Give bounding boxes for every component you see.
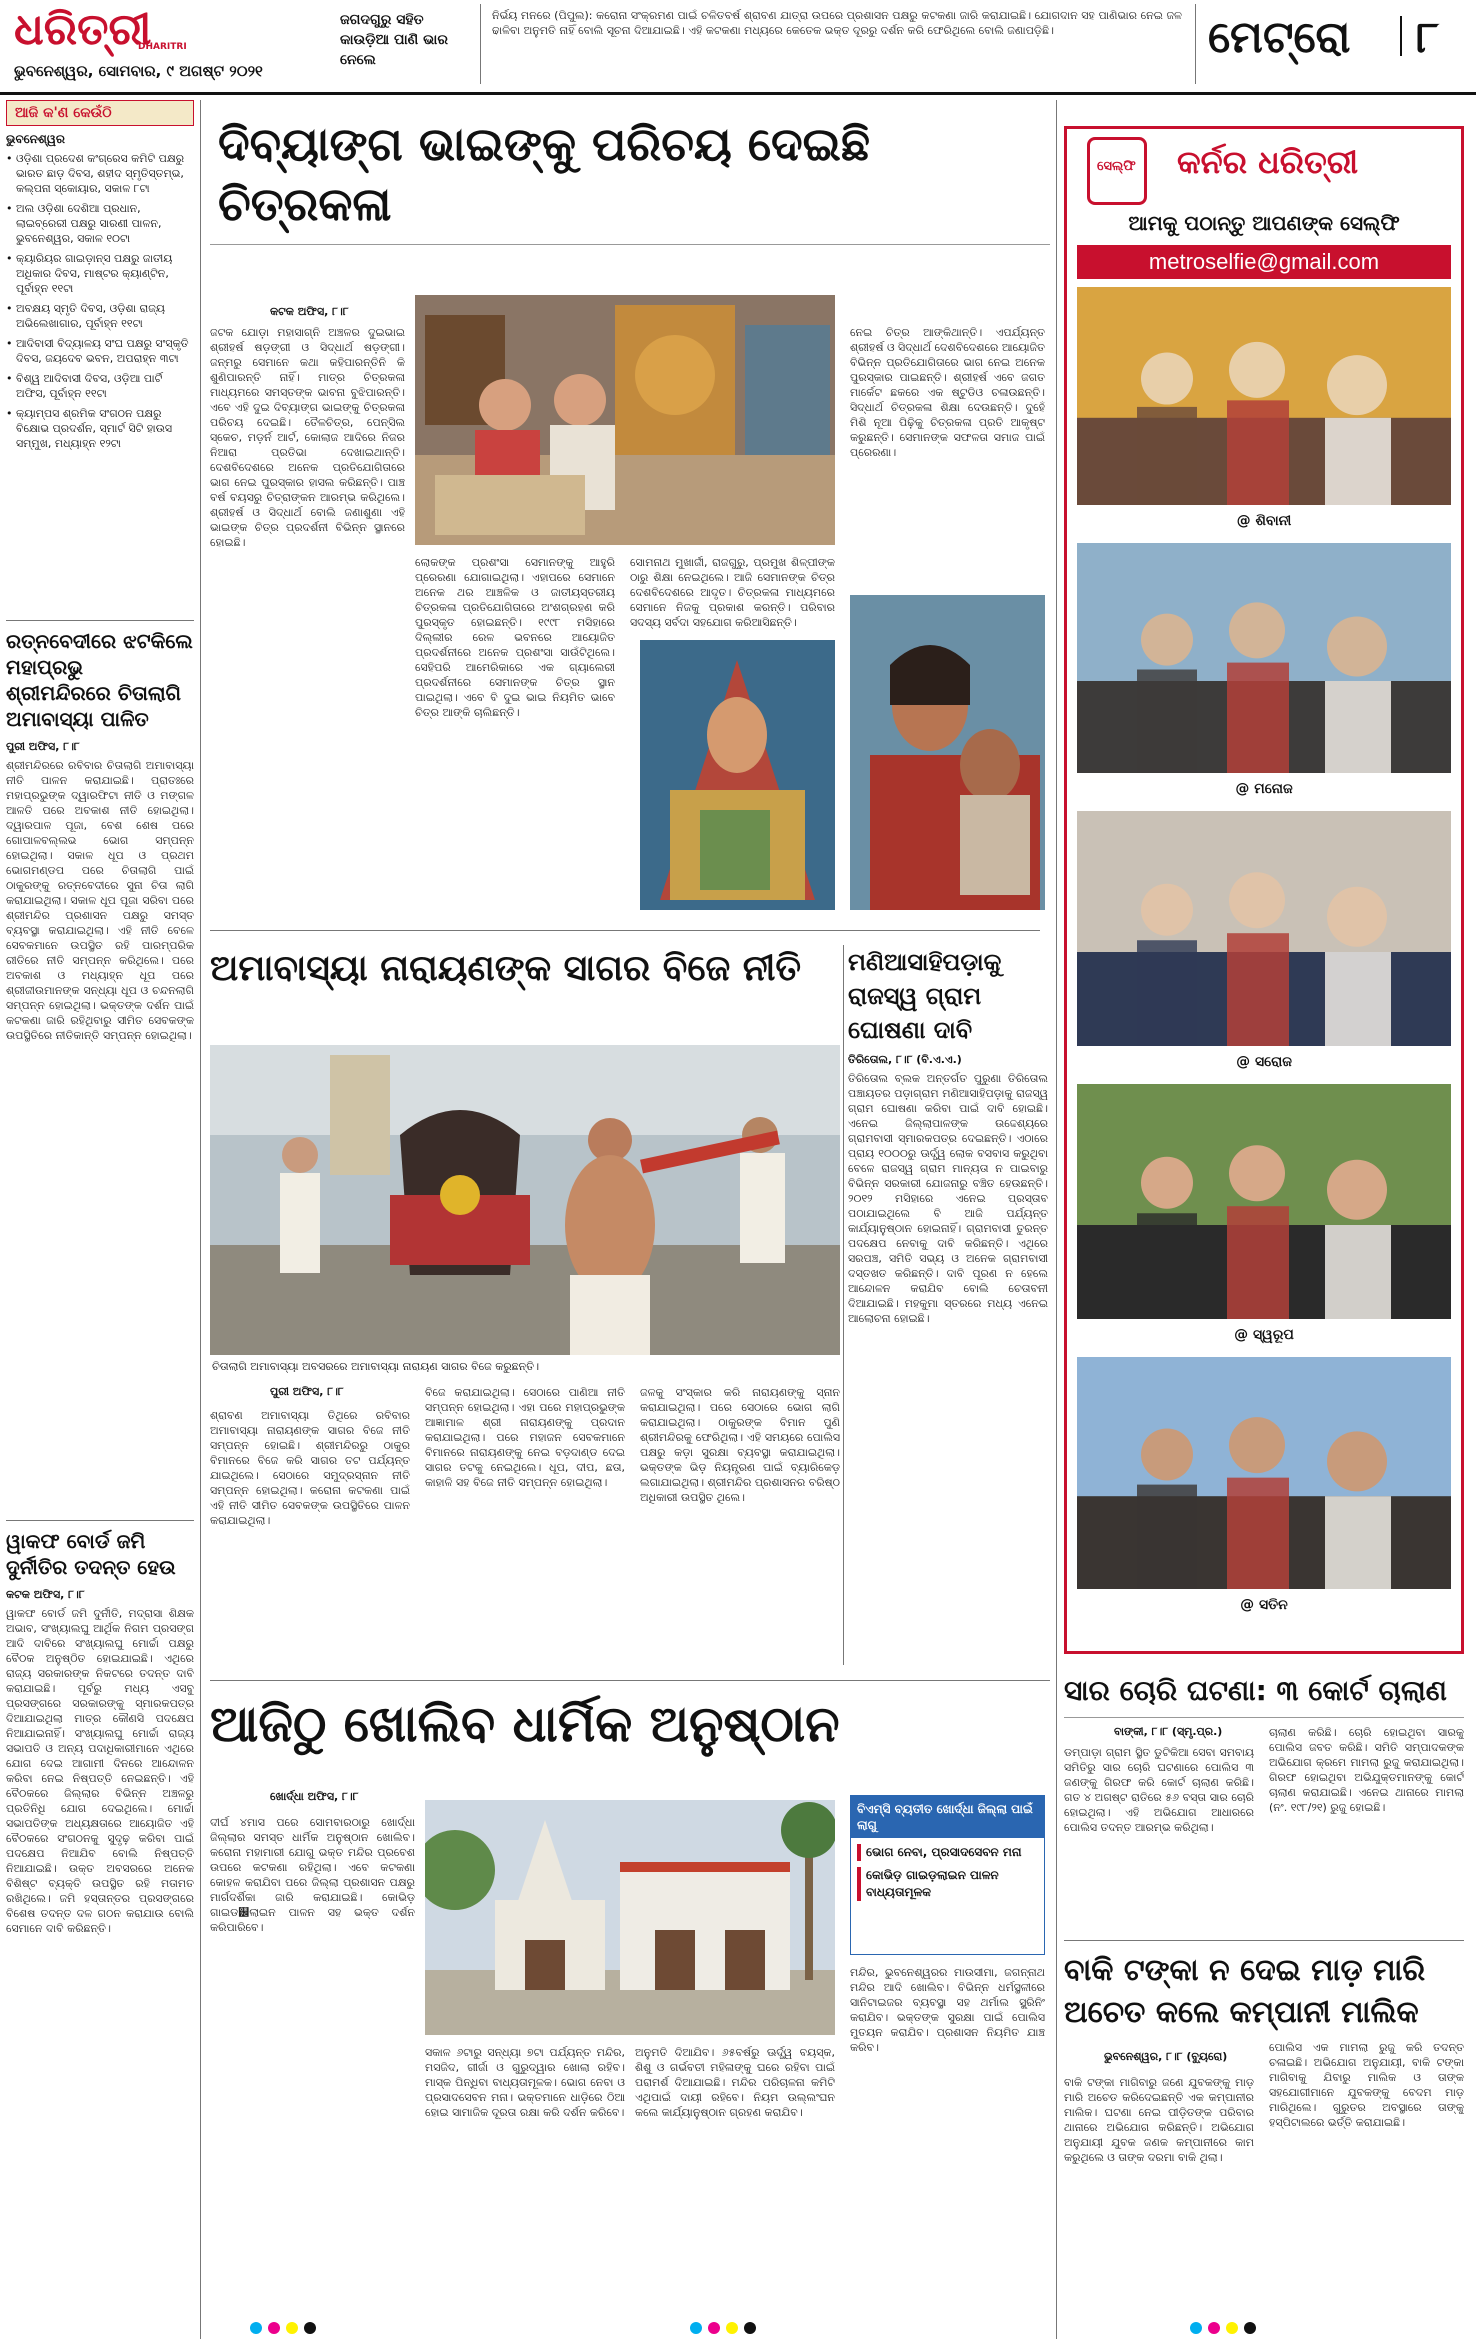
- sagar-photo: [210, 1045, 840, 1355]
- art-col2: ଲୋକଙ୍କ ପ୍ରଶଂସା ସେମାନଙ୍କୁ ଆହୁରି ପ୍ରେରଣା ଯୋଗାଇଥିଲା। ଏହାପରେ ସେମାନେ ଅନେକ ଥର ଆଞ୍ଚଳିକ ଓ ଜାତୀୟସ୍ତରୀୟ ଚିତ୍ରକଳା ପ୍ରତିଯୋଗିତାରେ ଅଂଶଗ୍ରହଣ କରି ପୁରସ୍କୃତ ହୋଇଛନ୍ତି। ୧୯୯୮ ମସିହାରେ ଦିଲ୍ଲୀର ରେଳ ଭବନରେ ଆୟୋଜିତ ପ୍ରଦର୍ଶନୀରେ ଅନେକ ପ୍ରଶଂସା ସାଉଁଟିଥିଲେ। ସେହିପରି ଆମେରିକାରେ ଏକ ଗ୍ୟାଲେରୀ ପ୍ରଦର୍ଶନୀରେ ସେମାନଙ୍କ ଚିତ୍ର ସ୍ଥାନ ପାଇଥିଲା। ଏବେ ବି ଦୁଇ ଭାଇ ନିୟମିତ ଭାବେ ଚିତ୍ର ଆଙ୍କି ଚାଲିଛନ୍ତି।: [415, 556, 615, 719]
- sagar-caption: ଚିତାଲାଗି ଅମାବାସ୍ୟା ଅବସରରେ ଅମାବାସ୍ୟା ନାରାୟଣ ସାଗର ବିଜେ କରୁଛନ୍ତି।: [212, 1360, 540, 1373]
- selfie-photo: [1077, 1084, 1451, 1343]
- chitalagi-byline: ପୁରୀ ଅଫିସ, ୮।୮: [6, 740, 80, 753]
- section-title: ମେଟ୍ରୋ: [1208, 12, 1351, 63]
- page-number: ୮: [1416, 12, 1439, 63]
- bakhi-headline: ବାକି ଟଙ୍କା ନ ଦେଇ ମାଡ଼ ମାରି ଅଚେତ କଲେ କମ୍ପାନୀ ମାଲିକ: [1064, 1953, 1426, 2030]
- story-chitalagi: [6, 620, 194, 1493]
- selfie-caption: @ ସରୋଜ: [1236, 1054, 1292, 1070]
- dharmik-col3: ଅନୁମତି ଦିଆଯିବ। ୬୫ବର୍ଷରୁ ଊର୍ଦ୍ଧ୍ୱ ବୟସ୍କ, ଶିଶୁ ଓ ଗର୍ଭବତୀ ମହିଳାଙ୍କୁ ଘରେ ରହିବା ପାଇଁ ପରାମର୍ଶ ଦିଆଯାଇଛି। ମନ୍ଦିର ପରିଚାଳନା କମିଟି ଏଥିପାଇଁ ଦାୟୀ ରହିବେ। ନିୟମ ଉଲ୍ଲଂଘନ କଲେ କାର୍ଯ୍ୟାନୁଷ୍ଠାନ ଗ୍ରହଣ କରାଯିବ।: [635, 2046, 835, 2119]
- event-item: • ଓଡ଼ିଶା ପ୍ରଦେଶ କଂଗ୍ରେସ କମିଟି ପକ୍ଷରୁ ଭାରତ ଛାଡ଼ ଦିବସ, ଶହୀଦ ସ୍ମୃତିସ୍ତମ୍ଭ, କଲ୍ପନା ସ୍କୋୟାର, ସକାଳ ୮ଟା: [6, 152, 185, 195]
- event-item: • ଆଦିବାସୀ ବିଦ୍ୟାଳୟ ସଂଘ ପକ୍ଷରୁ ସଂସ୍କୃତି ଦିବସ, ଜୟଦେବ ଭବନ, ଅପରାହ୍ନ ୩ଟା: [6, 337, 189, 365]
- dharmik-col2: ସକାଳ ୬ଟାରୁ ସନ୍ଧ୍ୟା ୭ଟା ପର୍ଯ୍ୟନ୍ତ ମନ୍ଦିର, ମସଜିଦ, ଗୀର୍ଜା ଓ ଗୁରୁଦ୍ୱାର ଖୋଲା ରହିବ। ମାସ୍କ ପିନ୍ଧିବା ବାଧ୍ୟତାମୂଳକ। ଭୋଗ ନେବା ଓ ପ୍ରସାଦସେବନ ମନା। ଭକ୍ତମାନେ ଧାଡ଼ିରେ ଠିଆ ହୋଇ ସାମାଜିକ ଦୂରତା ରକ୍ଷା କରି ଦର୍ଶନ କରିବେ।: [425, 2046, 625, 2119]
- waqf-headline: ୱାକଫ ବୋର୍ଡ ଜମି ଦୁର୍ନୀତିର ତଦନ୍ତ ହେଉ: [6, 1529, 176, 1579]
- dharmik-photo: [425, 1800, 835, 2035]
- print-marks: [0, 2320, 1476, 2339]
- gram-body: ତିରିତୋଲ ବ୍ଲକ ଅନ୍ତର୍ଗତ ପୁରୁଣା ତିରିତୋଲ ପଞ୍ଚାୟତର ପଡ଼ାଗ୍ରାମ ମଣିଆସାହିପଡ଼ାକୁ ରାଜସ୍ୱ ଗ୍ରାମ ଘୋଷଣା କରିବା ପାଇଁ ଦାବି ହୋଇଛି। ଏନେଇ ଜିଲ୍ଲାପାଳଙ୍କ ଉଦ୍ଦେଶ୍ୟରେ ଗ୍ରାମବାସୀ ସ୍ମାରକପତ୍ର ଦେଇଛନ୍ତି। ଏଠାରେ ପ୍ରାୟ ୧୦୦୦ରୁ ଊର୍ଦ୍ଧ୍ୱ ଲୋକ ବସବାସ କରୁଥିବା ବେଳେ ରାଜସ୍ୱ ଗ୍ରାମ ମାନ୍ୟତା ନ ପାଇବାରୁ ବିଭିନ୍ନ ସରକାରୀ ଯୋଜନାରୁ ବଞ୍ଚିତ ହେଉଛନ୍ତି। ୨୦୧୨ ମସିହାରେ ଏନେଇ ପ୍ରସ୍ତାବ ପଠାଯାଇଥିଲେ ବି ଆଜି ପର୍ଯ୍ୟନ୍ତ କାର୍ଯ୍ୟାନୁଷ୍ଠାନ ହୋଇନାହିଁ। ଗ୍ରାମବାସୀ ତୁରନ୍ତ ପଦକ୍ଷେପ ନେବାକୁ ଦାବି କରିଛନ୍ତି। ଏଥିରେ ସରପଞ୍ଚ, ସମିତି ସଭ୍ୟ ଓ ଅନେକ ଗ୍ରାମବାସୀ ଦସ୍ତଖତ କରିଛନ୍ତି। ଦାବି ପୂରଣ ନ ହେଲେ ଆନ୍ଦୋଳନ କରାଯିବ ବୋଲି ଚେତାବନୀ ଦିଆଯାଇଛି। ମହକୁମା ସ୍ତରରେ ମଧ୍ୟ ଏନେଇ ଆଲୋଚନା ହୋଇଛି।: [848, 1072, 1048, 1325]
- story-art: [210, 100, 1050, 920]
- dharmik-headline: ଆଜିଠୁ ଖୋଲିବ ଧାର୍ମିକ ଅନୁଷ୍ଠାନ: [210, 1695, 840, 1753]
- logo-text: ଧରିତ୍ରୀ: [14, 4, 152, 55]
- logo: [14, 6, 314, 54]
- art-col3: ସୋମନାଥ ମୁଖାର୍ଜୀ, ରାଜଗୁରୁ, ପ୍ରମୁଖ ଶିଳ୍ପୀଙ୍କ ଠାରୁ ଶିକ୍ଷା ନେଇଥିଲେ। ଆଜି ସେମାନଙ୍କ ଚିତ୍ର ଦେଶବିଦେଶରେ ଆଦୃତ। ଚିତ୍ରକଳା ମାଧ୍ୟମରେ ସେମାନେ ନିଜକୁ ପ୍ରକାଶ କରନ୍ତି। ପରିବାର ସଦସ୍ୟ ସର୍ବଦା ସହଯୋଗ କରିଆସିଛନ୍ତି।: [630, 556, 835, 629]
- info-box-title: ବିଏମ୍‌ସି ବ୍ୟତୀତ ଖୋର୍ଦ୍ଧା ଜିଲ୍ଲା ପାଇଁ ଲାଗୁ: [851, 1796, 1044, 1838]
- event-item: • ଅଲ ଓଡ଼ିଶା ଦେଶିଆ ପ୍ରଧାନ, ଲାଇବ୍ରେରୀ ପକ୍ଷରୁ ସାରଣୀ ପାଳନ, ଭୁବନେଶ୍ୱର, ସକାଳ ୧୦ଟା: [6, 202, 162, 245]
- chitalagi-headline: ରତ୍ନବେଦୀରେ ଝଟକିଲେ ମହାପ୍ରଭୁ ଶ୍ରୀମନ୍ଦିରରେ ଚିତାଲାଗି ଅମାବାସ୍ୟା ପାଳିତ: [6, 629, 193, 731]
- sagar-col2: ବିଜେ କରାଯାଇଥିଲା। ସେଠାରେ ପାଣିଆ ନୀତି ସମ୍ପନ୍ନ ହୋଇଥିଲା। ଏହା ପରେ ମହାପ୍ରଭୁଙ୍କ ଆଜ୍ଞାମାଳ ଶ୍ରୀ ନାରାୟଣଙ୍କୁ ପ୍ରଦାନ କରାଯାଇଥିଲା। ପରେ ମହାଜନ ସେବକମାନେ ବିମାନରେ ନାରାୟଣଙ୍କୁ ନେଇ ବଡ଼ଦାଣ୍ଡ ଦେଇ ସାଗର ତଟକୁ ନେଇଥିଲେ। ଧୂପ, ଦୀପ, ଛତା, କାହାଳି ସହ ବିଜେ ନୀତି ସମ୍ପନ୍ନ ହୋଇଥିଲା।: [425, 1386, 625, 1489]
- info-box-items: [851, 1838, 1044, 1913]
- story-dharmik: [210, 1680, 1050, 2330]
- selfie-header: [1067, 129, 1461, 209]
- sar-byline: ବାଙ୍କୀ, ୮।୮ (ସ୍ମୃ.ପ୍ର.): [1114, 1725, 1223, 1738]
- selfie-email[interactable]: metroselfie@gmail.com: [1077, 245, 1451, 279]
- event-item: • କ୍ୟାରିୟର ଗାଇଡ଼ାନ୍ସ ପକ୍ଷରୁ ଜାତୀୟ ଅଧିକାର ଦିବସ, ମାଷ୍ଟର କ୍ୟାଣ୍ଟିନ, ପୂର୍ବାହ୍ନ ୧୧ଟା: [6, 252, 173, 295]
- selfie-photos: [1077, 287, 1451, 1627]
- sagar-byline: ପୁରୀ ଅଫିସ, ୮।୮: [270, 1385, 344, 1398]
- sagar-col1: ଶ୍ରାବଣ ଅମାବାସ୍ୟା ତିଥିରେ ରବିବାର ଅମାବାସ୍ୟା ନାରାୟଣଙ୍କ ସାଗର ବିଜେ ନୀତି ସମ୍ପନ୍ନ ହୋଇଛି। ଶ୍ରୀମନ୍ଦିରରୁ ଠାକୁର ବିମାନରେ ବିଜେ କରି ସାଗର ତଟ ପର୍ଯ୍ୟନ୍ତ ଯାଇଥିଲେ। ସେଠାରେ ସମୁଦ୍ରସ୍ନାନ ନୀତି ସମ୍ପନ୍ନ ହୋଇଥିଲା। କରୋନା କଟକଣା ପାଇଁ ଏହି ନୀତି ସୀମିତ ସେବକଙ୍କ ଉପସ୍ଥିତିରେ ପାଳନ କରାଯାଇଥିଲା।: [210, 1409, 410, 1527]
- gram-byline: ତିରିତୋଲ, ୮।୮ (ବି.ଏ.ଏ.): [848, 1053, 962, 1066]
- dharmik-col4: ମନ୍ଦିର, ଭୁବନେଶ୍ୱରର ମାଉସୀମା, ଜଗନ୍ନାଥ ମନ୍ଦିର ଆଦି ଖୋଲିବ। ବିଭିନ୍ନ ଧର୍ମସ୍ଥଳୀରେ ସାନିଟାଇଜର ବ୍ୟବସ୍ଥା ସହ ଥର୍ମାଲ ସ୍କ୍ରିନିଂ କରାଯିବ। ଭକ୍ତଙ୍କ ସୁରକ୍ଷା ପାଇଁ ପୋଲିସ ମୁତୟନ କରାଯିବ। ପ୍ରଶାସନ ନିୟମିତ ଯାଞ୍ଚ କରିବ।: [850, 1966, 1045, 2054]
- chitalagi-body: ଶ୍ରୀମନ୍ଦିରରେ ରବିବାର ଚିତାଲାଗି ଅମାବାସ୍ୟା ନୀତି ପାଳନ କରାଯାଇଛି। ପ୍ରାତଃରେ ମହାପ୍ରଭୁଙ୍କ ଦ୍ୱାରଫିଟା ନୀତି ଓ ମଙ୍ଗଳ ଆଳତି ପରେ ଅବକାଶ ନୀତି ହୋଇଥିଲା। ଦ୍ୱାରପାଳ ପୂଜା, ବେଶ ଶେଷ ପରେ ଗୋପାଳବଲ୍ଲଭ ଭୋଗ ସମ୍ପନ୍ନ ହୋଇଥିଲା। ସକାଳ ଧୂପ ଓ ପ୍ରଥମ ଭୋଗମଣ୍ଡପ ପରେ ଚିତାଲାଗି ପାଇଁ ଠାକୁରଙ୍କୁ ରତ୍ନବେଦୀରେ ସୁନା ଚିତା ଲାଗି କରାଯାଇଥିଲା। ସକାଳ ଧୂପ ପୂଜା ସରିବା ପରେ ଶ୍ରୀମନ୍ଦିର ପ୍ରଶାସନ ପକ୍ଷରୁ ସମସ୍ତ ବ୍ୟବସ୍ଥା କରାଯାଇଥିଲା। ଏହି ନୀତି ବେଳେ ସେବକମାନେ ଉପସ୍ଥିତ ରହି ପାରମ୍ପରିକ ରୀତିରେ ନୀତି ସମ୍ପନ୍ନ କରିଥିଲେ। ପରେ ଅବକାଶ ଓ ମଧ୍ୟାହ୍ନ ଧୂପ ପରେ ଶ୍ରୀଜୀଉମାନଙ୍କ ସନ୍ଧ୍ୟା ଧୂପ ଓ ଚନ୍ଦନଲାଗି ସମ୍ପନ୍ନ ହୋଇଥିଲା। ଭକ୍ତଙ୍କ ଦର୍ଶନ ପାଇଁ କଟକଣା ଜାରି ରହିଥିବାରୁ ସୀମିତ ସେବକଙ୍କ ଉପସ୍ଥିତିରେ ନୀତିକାନ୍ତି ସମ୍ପନ୍ନ ହୋଇଥିଲା।: [6, 759, 194, 1042]
- story-bakhi: [1064, 1940, 1464, 2330]
- sar-col1: ଡମ୍ପାଡ଼ା ଗ୍ରାମ ସ୍ଥିତ ଡୁଟିକିଆ ସେବା ସମବାୟ ସମିତିରୁ ସାର ଚୋରି ଘଟଣାରେ ପୋଲିସ ୩ ଜଣଙ୍କୁ ଗିରଫ କରି କୋର୍ଟ ଚାଲାଣ କରିଛି। ଗତ ୪ ଅଗଷ୍ଟ ରାତିରେ ୫୬ ବସ୍ତା ସାର ଚୋରି ହୋଇଥିଲା। ଏହି ଅଭିଯୋଗ ଆଧାରରେ ପୋଲିସ ତଦନ୍ତ ଆରମ୍ଭ କରିଥିଲା।: [1064, 1746, 1254, 1834]
- story-waqf: [6, 1520, 194, 2339]
- dharmik-byline: ଖୋର୍ଦ୍ଧା ଅଫିସ, ୮।୮: [270, 1790, 359, 1803]
- info-box-item: ଭୋଗ ନେବା, ପ୍ରସାଦସେବନ ମନା: [857, 1844, 1038, 1861]
- sar-headline: ସାର ଚୋରି ଘଟଣା: ୩ କୋର୍ଟ ଚାଲାଣ: [1064, 1665, 1464, 1718]
- masthead: [0, 0, 1476, 90]
- event-item: • କ୍ୟାମ୍ପସ ଶ୍ରମିକ ସଂଗଠନ ପକ୍ଷରୁ ବିକ୍ଷୋଭ ପ୍ରଦର୍ଶନ, ସ୍ମାର୍ଟ ସିଟି ହାଉସ ସମ୍ମୁଖ, ମଧ୍ୟାହ୍ନ ୧୨ଟା: [6, 407, 173, 450]
- art-painting-mother-child: [850, 595, 1045, 910]
- art-photo-artists: [415, 295, 835, 545]
- logo-sub: DHARITRI: [138, 42, 187, 52]
- selfie-photo: [1077, 543, 1451, 797]
- info-box-item: କୋଭିଡ଼ ଗାଇଡ଼ଲାଇନ ପାଳନ ବାଧ୍ୟତାମୂଳକ: [857, 1867, 1038, 1901]
- event-item: • ବିଶ୍ୱ ଆଦିବାସୀ ଦିବସ, ଓଡ଼ିଆ ପାର୍ଟି ଅଫିସ, ପୂର୍ବାହ୍ନ ୧୧ଟା: [6, 372, 163, 400]
- teaser: ଜଗଦଗୁରୁ ସହିତ କାଉଡ଼ିଆ ପାଣି ଭାର ନେଲେ: [340, 12, 448, 68]
- selfie-photo: [1077, 1357, 1451, 1613]
- art-col4: ନେଇ ଚିତ୍ର ଆଙ୍କିଥାନ୍ତି। ଏପର୍ଯ୍ୟନ୍ତ ଶ୍ରୀହର୍ଷ ଓ ସିଦ୍ଧାର୍ଥ ଦେଶବିଦେଶରେ ଆୟୋଜିତ ବିଭିନ୍ନ ପ୍ରତିଯୋଗିତାରେ ଭାଗ ନେଇ ଅନେକ ପୁରସ୍କାର ପାଇଛନ୍ତି। ଶ୍ରୀହର୍ଷ ଏବେ ଜଗତ ମାର୍କେଟ ଛକରେ ଏକ ଷ୍ଟୁଡିଓ ଚଳାଉଛନ୍ତି। ସିଦ୍ଧାର୍ଥ ଚିତ୍ରକଳା ଶିକ୍ଷା ଦେଉଛନ୍ତି। ଦୁହେଁ ମିଶି ନୂଆ ପିଢ଼ିକୁ ଚିତ୍ରକଳା ପ୍ରତି ଆକୃଷ୍ଟ କରୁଛନ୍ତି। ସେମାନଙ୍କ ସଫଳତା ସମାଜ ପାଇଁ ପ୍ରେରଣା।: [850, 326, 1045, 459]
- selfie-caption: @ ମନୋଜ: [1235, 781, 1293, 797]
- bakhi-byline: ଭୁବନେଶ୍ୱର, ୮।୮ (ବ୍ୟୁରୋ): [1104, 2050, 1228, 2063]
- bakhi-col2: ପୋଲିସ ଏକ ମାମଲା ରୁଜୁ କରି ତଦନ୍ତ ଚଳାଇଛି। ଅଭିଯୋଗ ଅନୁଯାୟୀ, ବାକି ଟଙ୍କା ମାଗିବାକୁ ଯିବାରୁ ମାଲିକ ଓ ତାଙ୍କ ସହଯୋଗୀମାନେ ଯୁବକଙ୍କୁ ବେଦମ ମାଡ଼ ମାରିଥିଲେ। ଗୁରୁତର ଅବସ୍ଥାରେ ତାଙ୍କୁ ହସ୍ପିଟାଲରେ ଭର୍ତ୍ତି କରାଯାଇଛି।: [1269, 2041, 1464, 2129]
- sagar-col3: ଜଳକୁ ସଂସ୍କାର କରି ନାରାୟଣଙ୍କୁ ସ୍ନାନ କରାଯାଇଥିଲା। ପରେ ସେଠାରେ ଭୋଗ ଲାଗି କରାଯାଇଥିଲା। ଠାକୁରଙ୍କ ବିମାନ ପୁଣି ଶ୍ରୀମନ୍ଦିରକୁ ଫେରିଥିଲା। ଏହି ସମୟରେ ପୋଲିସ ପକ୍ଷରୁ କଡ଼ା ସୁରକ୍ଷା ବ୍ୟବସ୍ଥା କରାଯାଇଥିଲା। ଭକ୍ତଙ୍କ ଭିଡ଼ ନିୟନ୍ତ୍ରଣ ପାଇଁ ବ୍ୟାରିକେଡ଼ ଲଗାଯାଇଥିଲା। ଶ୍ରୀମନ୍ଦିର ପ୍ରଶାସନର ବରିଷ୍ଠ ଅଧିକାରୀ ଉପସ୍ଥିତ ଥିଲେ।: [640, 1386, 840, 1504]
- story-sar: [1064, 1665, 1464, 1935]
- events-title: ଆଜି କ'ଣ କେଉଁଠି: [6, 100, 194, 126]
- waqf-body: ୱାକଫ ବୋର୍ଡ ଜମି ଦୁର୍ନୀତି, ମଦ୍ରାସା ଶିକ୍ଷକ ଅଭାବ, ସଂଖ୍ୟାଲଘୁ ଆର୍ଥିକ ନିଗମ ପ୍ରସଙ୍ଗ ଆଦି ଦାବିରେ ସଂଖ୍ୟାଲଘୁ ମୋର୍ଚ୍ଚା ପକ୍ଷରୁ ବୈଠକ ଅନୁଷ୍ଠିତ ହୋଇଯାଇଛି। ଏଥିରେ ରାଜ୍ୟ ସରକାରଙ୍କ ନିକଟରେ ତଦନ୍ତ ଦାବି କରାଯାଇଛି। ପୂର୍ବରୁ ମଧ୍ୟ ଏସବୁ ପ୍ରସଙ୍ଗରେ ସରକାରଙ୍କୁ ସ୍ମାରକପତ୍ର ଦିଆଯାଇଥିଲା ମାତ୍ର କୌଣସି ପଦକ୍ଷେପ ନିଆଯାଇନାହିଁ। ସଂଖ୍ୟାଲଘୁ ମୋର୍ଚ୍ଚା ରାଜ୍ୟ ସଭାପତି ଓ ଅନ୍ୟ ପଦାଧିକାରୀମାନେ ଏଥିରେ ଯୋଗ ଦେଇ ଆଗାମୀ ଦିନରେ ଆନ୍ଦୋଳନ କରିବା ନେଇ ନିଷ୍ପତ୍ତି ନେଇଛନ୍ତି। ଏହି ବୈଠକରେ ଜିଲ୍ଲାର ବିଭିନ୍ନ ଅଞ୍ଚଳରୁ ପ୍ରତିନିଧି ଯୋଗ ଦେଇଥିଲେ। ମୋର୍ଚ୍ଚା ସଭାପତିଙ୍କ ଅଧ୍ୟକ୍ଷତାରେ ଆୟୋଜିତ ଏହି ବୈଠକରେ ସଂଗଠନକୁ ସୁଦୃଢ଼ କରିବା ପାଇଁ ପଦକ୍ଷେପ ନିଆଯିବ ବୋଲି ନିଷ୍ପତ୍ତି ନିଆଯାଇଛି। ଉକ୍ତ ଅବସରରେ ଅନେକ ବିଶିଷ୍ଟ ବ୍ୟକ୍ତି ଉପସ୍ଥିତ ରହି ମତାମତ ରଖିଥିଲେ। ଜମି ହସ୍ତାନ୍ତର ପ୍ରସଙ୍ଗରେ ବିଶେଷ ତଦନ୍ତ ଦଳ ଗଠନ କରାଯାଉ ବୋଲି ସେମାନେ ଦାବି କରିଛନ୍ତି।: [6, 1607, 194, 1935]
- event-item: • ଅବକ୍ଷୟ ସ୍ମୃତି ଦିବସ, ଓଡ଼ିଶା ରାଜ୍ୟ ଅଭିଲେଖାଗାର, ପୂର୍ବାହ୍ନ ୧୧ଟା: [6, 302, 165, 330]
- selfie-photo: [1077, 287, 1451, 529]
- selfie-photo: [1077, 811, 1451, 1070]
- sar-col2: ଚାଲାଣ କରିଛି। ଚୋରି ହୋଇଥିବା ସାରକୁ ପୋଲିସ ଜବତ କରିଛି। ସମିତି ସମ୍ପାଦକଙ୍କ ଅଭିଯୋଗ କ୍ରମେ ମାମଲା ରୁଜୁ କରାଯାଇଥିଲା। ଗିରଫ ହୋଇଥିବା ଅଭିଯୁକ୍ତମାନଙ୍କୁ କୋର୍ଟ ଚାଲାଣ କରାଯାଇଛି। ଏନେଇ ଥାନାରେ ମାମଲା (ନଂ. ୧୯୮/୨୧) ରୁଜୁ ହୋଇଛି।: [1269, 1726, 1464, 1814]
- art-col1: ଜଟକ ଯୋଡ଼ା ମହାସାଗ୍ନି ଅଞ୍ଚଳର ଦୁଇଭାଇ ଶ୍ରୀହର୍ଷ ଷଡ଼ଙ୍ଗୀ ଓ ସିଦ୍ଧାର୍ଥ ଷଡ଼ଙ୍ଗୀ। ଜନ୍ମରୁ ସେମାନେ କଥା କହିପାରନ୍ତିନି କି ଶୁଣିପାରନ୍ତି ନାହିଁ। ମାତ୍ର ଚିତ୍ରକଳା ମାଧ୍ୟମରେ ସମସ୍ତଙ୍କ ଭାବନା ବୁଝିପାରନ୍ତି। ଏବେ ଏହି ଦୁଇ ଦିବ୍ୟାଙ୍ଗ ଭାଇଙ୍କୁ ଚିତ୍ରକଳା ପରିଚୟ ଦେଇଛି। ତୈଳଚିତ୍ର, ପେନ୍ସିଲ ସ୍କେଚ, ମଡ଼ର୍ନ ଆର୍ଟ, କୋଲାଜ ଆଦିରେ ନିଜର ନିଆରା ପ୍ରତିଭା ଦେଖାଇଥାନ୍ତି। ଦେଶବିଦେଶରେ ଅନେକ ପ୍ରତିଯୋଗିତାରେ ଭାଗ ନେଇ ପୁରସ୍କାର ହାସଲ କରିଛନ୍ତି। ପାଞ୍ଚ ବର୍ଷ ବୟସରୁ ଚିତ୍ରାଙ୍କନ ଆରମ୍ଭ କରିଥିଲେ। ଶ୍ରୀହର୍ଷ ଓ ସିଦ୍ଧାର୍ଥ ବୋଲି ଜଣାଶୁଣା ଏହି ଭାଇଙ୍କ ଚିତ୍ର ପ୍ରଦର୍ଶନୀ ବିଭିନ୍ନ ସ୍ଥାନରେ ହୋଇଛି।: [210, 326, 405, 549]
- art-painting-woman: [640, 640, 835, 910]
- bakhi-col1: ବାକି ଟଙ୍କା ମାଗିବାରୁ ଜଣେ ଯୁବକଙ୍କୁ ମାଡ଼ ମାରି ଅଚେତ କରିଦେଇଛନ୍ତି ଏକ କମ୍ପାନୀର ମାଲିକ। ଘଟଣା ନେଇ ପୀଡ଼ିତଙ୍କ ପରିବାର ଥାନାରେ ଅଭିଯୋଗ କରିଛନ୍ତି। ଅଭିଯୋଗ ଅନୁଯାୟୀ ଯୁବକ ଜଣକ କମ୍ପାନୀରେ କାମ କରୁଥିଲେ ଓ ତାଙ୍କ ଦରମା ବାକି ଥିଲା।: [1064, 2076, 1254, 2164]
- events-city: ଭୁବନେଶ୍ୱର: [6, 132, 65, 146]
- story-sagar: [210, 930, 840, 1670]
- dharmik-col1: ଦୀର୍ଘ ୪ମାସ ପରେ ସୋମବାରଠାରୁ ଖୋର୍ଦ୍ଧା ଜିଲ୍ଲାର ସମସ୍ତ ଧାର୍ମିକ ଅନୁଷ୍ଠାନ ଖୋଲିବ। କରୋନା ମହାମାରୀ ଯୋଗୁ ଭକ୍ତ ମନ୍ଦିର ପ୍ରବେଶ ଉପରେ କଟକଣା ରହିଥିଲା। ଏବେ କଟକଣା କୋହଳ କରାଯିବା ପରେ ଜିଲ୍ଲା ପ୍ରଶାସନ ପକ୍ଷରୁ ମାର୍ଗଦର୍ଶିକା ଜାରି କରାଯାଇଛି। କୋଭିଡ଼ ଗାଇଡ୼ଲାଇନ ପାଳନ ସହ ଭକ୍ତ ଦର୍ଶନ କରିପାରିବେ।: [210, 1816, 415, 1934]
- selfie-brand: କର୍ନର ଧରିତ୍ରୀ: [1177, 143, 1359, 181]
- selfie-corner: [1064, 126, 1464, 1654]
- selfie-tagline: ଆମକୁ ପଠାନ୍ତୁ ଆପଣଙ୍କ ସେଲ୍ଫି: [1128, 211, 1400, 235]
- top-story: ନିର୍ଭୟ ମନରେ (ପିପୁଲ): କରୋନା ସଂକ୍ରମଣ ପାଇଁ ଚଳିତବର୍ଷ ଶ୍ରାବଣ ଯାତ୍ରା ଉପରେ ପ୍ରଶାସନ ପକ୍ଷରୁ କଟକଣା ଜାରି କରାଯାଇଛି। ଯୋଗଦାନ ସହ ପାଣିଭାର ନେଇ ଜଳ ଢାଳିବା ଅନୁମତି ନାହିଁ ବୋଲି ସୂଚନା ଦିଆଯାଇଛି। ଏହି କଟକଣା ମଧ୍ୟରେ କେତେକ ଭକ୍ତ ଦୂରରୁ ଦର୍ଶନ କରି ଫେରିଥିଲେ ବୋଲି ଜଣାପଡ଼ିଛି।: [492, 9, 1182, 37]
- gram-headline: ମଣିଆସାହିପଡ଼ାକୁ ରାଜସ୍ୱ ଗ୍ରାମ ଘୋଷଣା ଦାବି: [848, 948, 1002, 1044]
- story-gram: [848, 945, 1048, 1665]
- art-byline: କଟକ ଅଫିସ, ୮।୮: [270, 305, 349, 318]
- selfie-badge: ସେଲ୍ଫି: [1097, 159, 1136, 174]
- dharmik-info-box: [850, 1795, 1045, 1955]
- waqf-byline: କଟକ ଅଫିସ, ୮।୮: [6, 1588, 85, 1601]
- selfie-caption: @ ସ୍ୱରୂପ: [1234, 1327, 1294, 1343]
- sagar-headline: ଅମାବାସ୍ୟା ନାରାୟଣଙ୍କ ସାଗର ବିଜେ ନୀତି: [210, 948, 802, 989]
- art-headline: ଦିବ୍ୟାଙ୍ଗ ଭାଇଙ୍କୁ ପରିଚୟ ଦେଇଛି ଚିତ୍ରକଳା: [210, 100, 1050, 245]
- selfie-caption: @ ସତିନ: [1240, 1597, 1288, 1613]
- dateline: ଭୁବନେଶ୍ୱର, ସୋମବାର, ୯ ଅଗଷ୍ଟ ୨୦୨୧: [14, 62, 263, 80]
- events-list: [6, 151, 194, 451]
- selfie-caption: @ ଶିବାନୀ: [1236, 513, 1292, 529]
- events-sidebar: [6, 100, 194, 620]
